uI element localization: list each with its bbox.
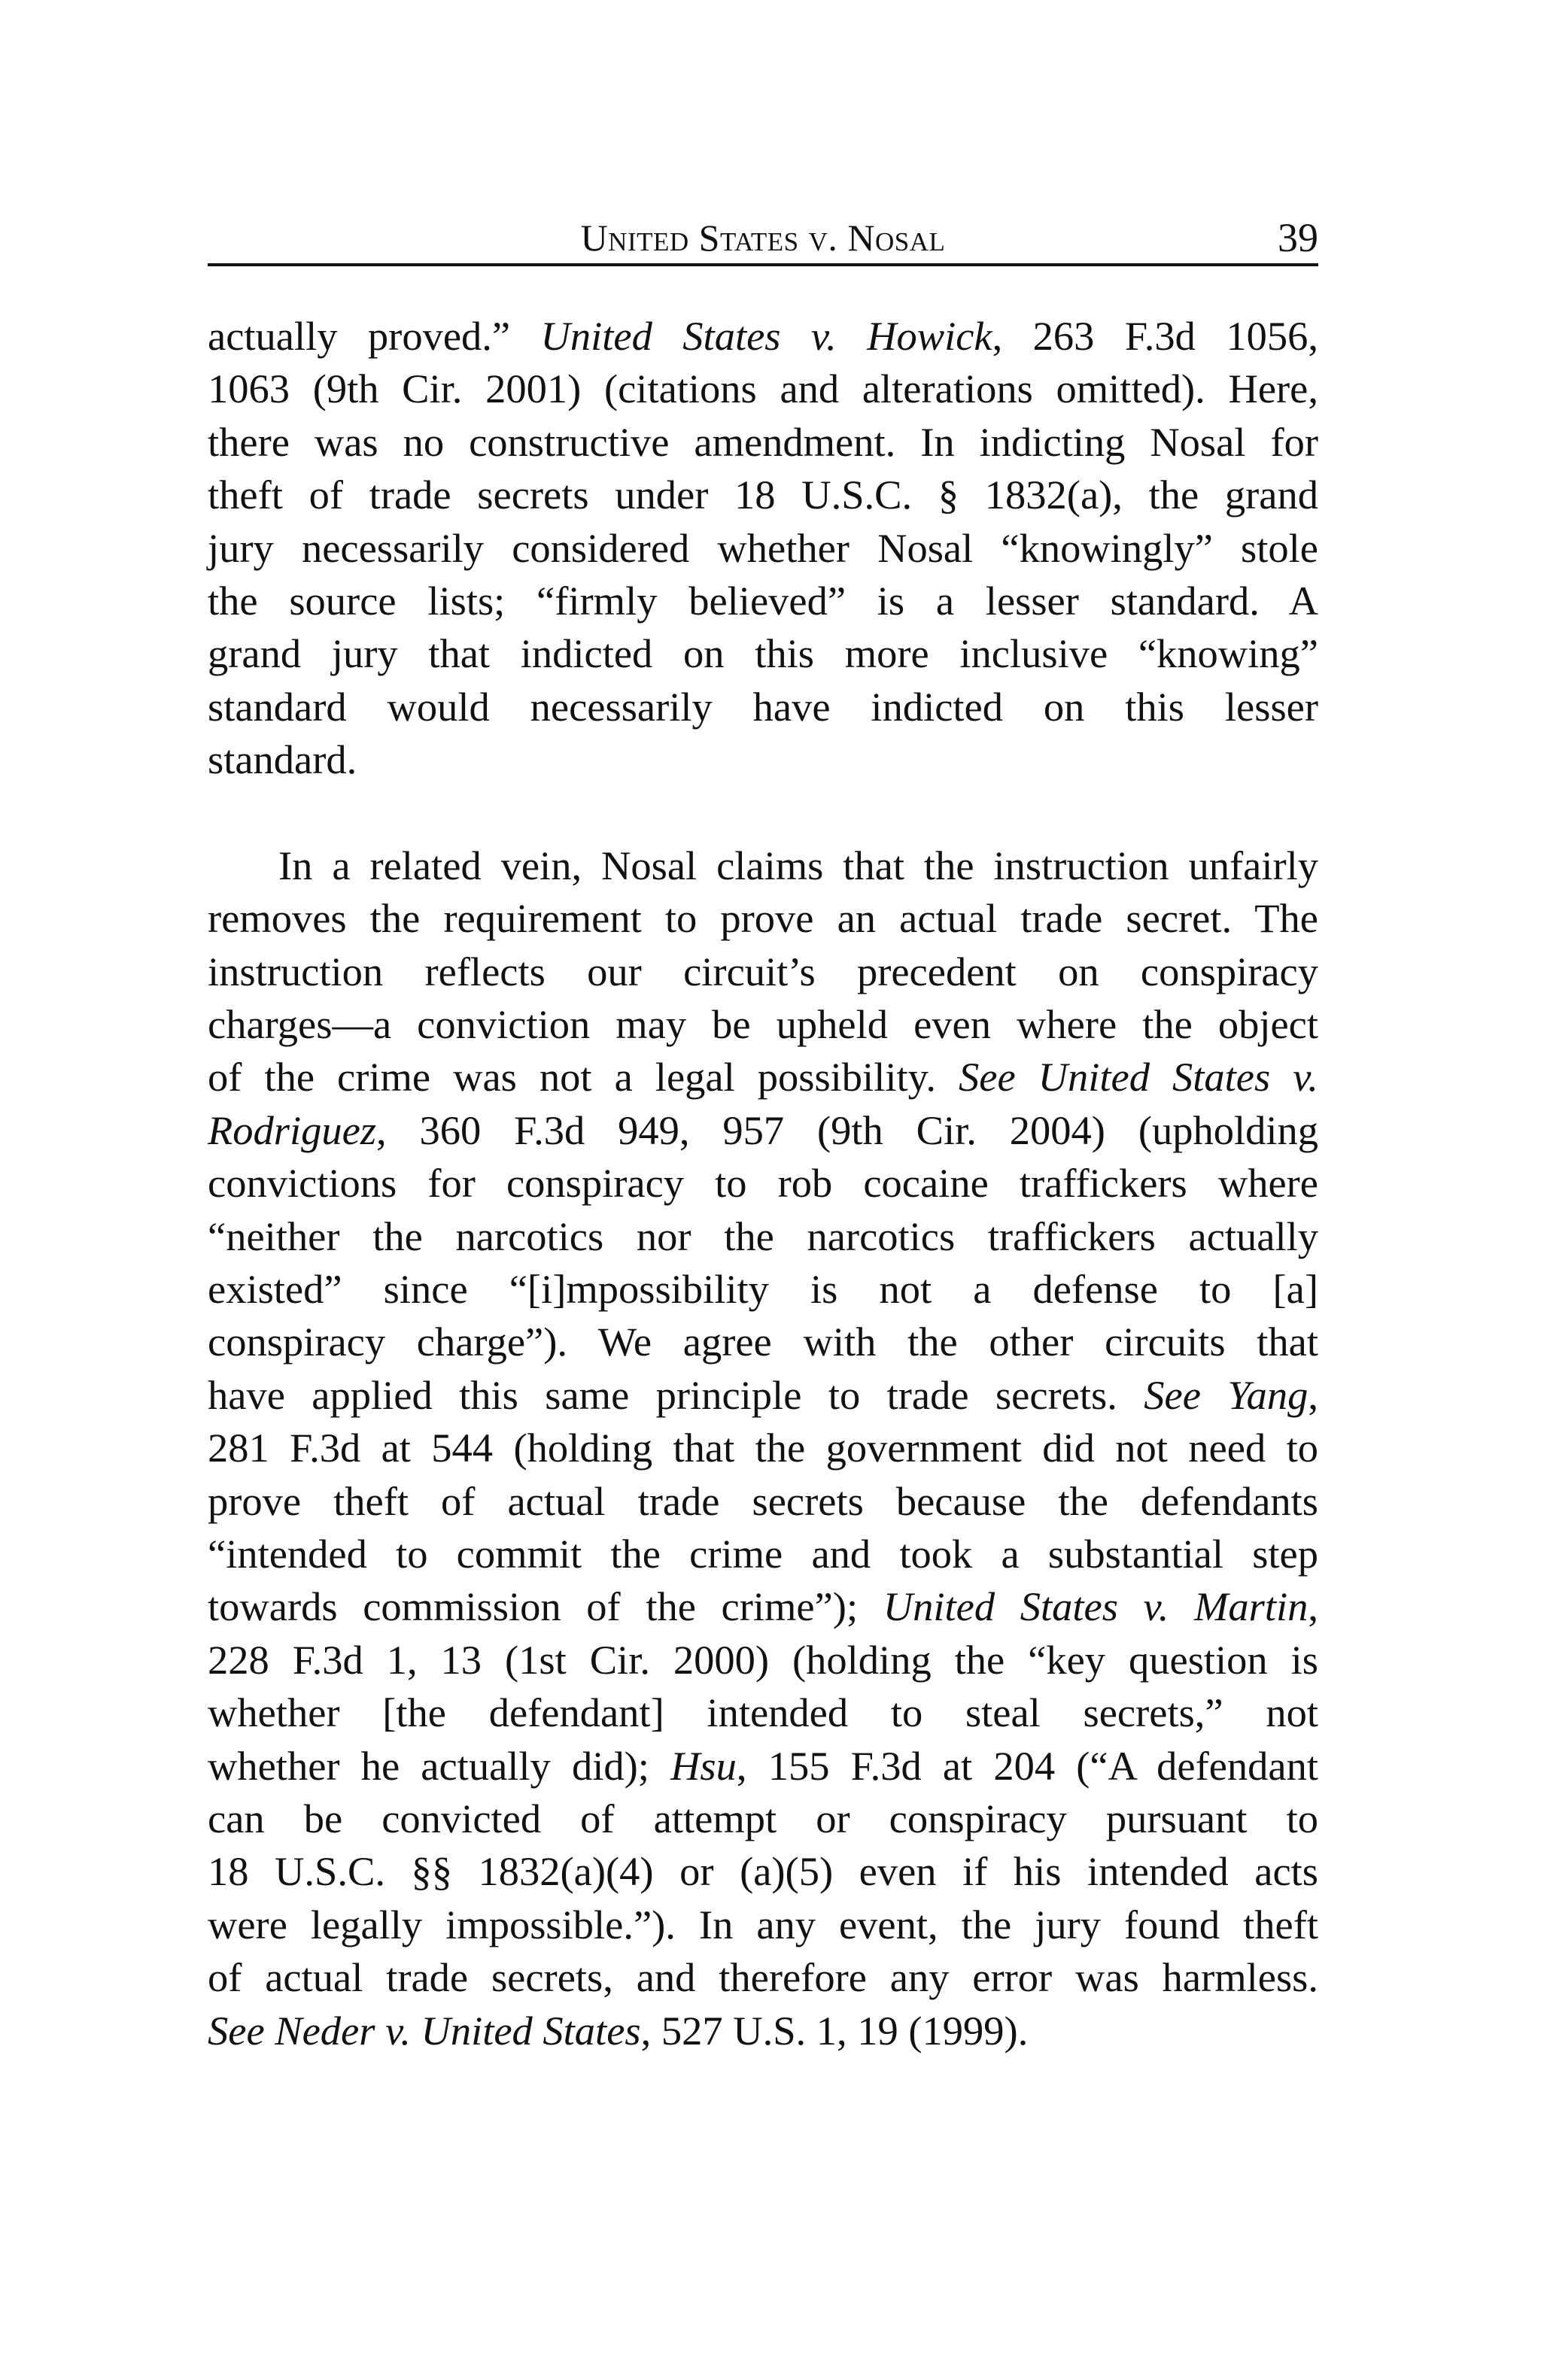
- text-run: “intended to commit the crime and took a substantial step: [208, 1530, 1318, 1577]
- text-run: 18 U.S.C. §§ 1832(a)(4) or (a)(5) even if his intended acts: [208, 1848, 1318, 1895]
- text-run: can be convicted of attempt or conspiracy pursuant to: [208, 1795, 1318, 1841]
- text-run: of actual trade secrets, and therefore any error was harmless.: [208, 1954, 1318, 2001]
- text-run: whether [the defendant] intended to steal secrets,” not: [208, 1689, 1318, 1736]
- text-run: existed” since “[i]mpossibility is not a defense to [a]: [208, 1266, 1318, 1313]
- text-run: towards commission of the crime”);: [208, 1583, 883, 1630]
- paragraph-2: [208, 839, 1318, 2057]
- document-page: [208, 0, 1318, 2380]
- citation-italic: See Neder v. United States: [208, 2007, 641, 2054]
- text-run: standard would necessarily have indicted on this lesser: [208, 683, 1318, 730]
- text-line: [208, 733, 1318, 786]
- text-run: conspiracy charge”). We agree with the other circuits that: [208, 1319, 1318, 1365]
- text-line: [208, 1580, 1318, 1633]
- text-line: [208, 1634, 1318, 1686]
- text-run: , 263 F.3d 1056,: [992, 313, 1318, 359]
- text-run: , 360 F.3d 949, 957 (9th Cir. 2004) (upholding: [376, 1107, 1318, 1153]
- text-line: [208, 2005, 1318, 2057]
- text-line: [208, 946, 1318, 998]
- text-line: [208, 1369, 1318, 1422]
- text-run: instruction reflects our circuit’s precedent on conspiracy: [208, 948, 1318, 994]
- text-run: , 527 U.S. 1, 19 (1999).: [640, 2007, 1029, 2054]
- text-run: “neither the narcotics nor the narcotics traffickers actually: [208, 1213, 1318, 1259]
- text-run: there was no constructive amendment. In indicting Nosal for: [208, 418, 1318, 465]
- text-run: ,: [1308, 1371, 1319, 1418]
- text-line: [208, 416, 1318, 469]
- text-run: were legally impossible.”). In any event, the jury found theft: [208, 1901, 1318, 1947]
- text-run: ,: [1308, 1583, 1318, 1630]
- citation-italic: United States v. Howick: [540, 313, 992, 359]
- text-line: [208, 575, 1318, 627]
- text-line: [208, 1899, 1318, 1951]
- text-line: [208, 1210, 1318, 1263]
- running-title: United States v. Nosal: [580, 217, 946, 259]
- text-line: [208, 1845, 1318, 1898]
- text-line: [208, 1793, 1318, 1845]
- text-run: , 155 F.3d at 204 (“A defendant: [736, 1742, 1318, 1789]
- citation-italic: Rodriguez: [208, 1107, 377, 1153]
- text-run: the source lists; “firmly believed” is a lesser standard. A: [208, 577, 1318, 624]
- opinion-body: [208, 310, 1318, 2057]
- text-run: of the crime was not a legal possibility.: [208, 1054, 959, 1100]
- text-line: [208, 839, 1318, 892]
- text-line: [208, 1263, 1318, 1316]
- text-run: prove theft of actual trade secrets because the defendants: [208, 1477, 1318, 1524]
- citation-italic: See Yang: [1144, 1371, 1308, 1418]
- text-run: charges—a conviction may be upheld even where the object: [208, 1001, 1318, 1048]
- running-header: [208, 209, 1318, 266]
- text-run: theft of trade secrets under 18 U.S.C. § 1832(a), the grand: [208, 472, 1318, 518]
- text-line: [208, 1104, 1318, 1157]
- page-number: 39: [1278, 215, 1318, 260]
- text-line: [208, 627, 1318, 680]
- text-line: [208, 469, 1318, 521]
- text-run: jury necessarily considered whether Nosal “knowingly” stole: [208, 524, 1318, 571]
- text-line: [208, 1422, 1318, 1474]
- text-line: [208, 998, 1318, 1051]
- text-line: [208, 1475, 1318, 1528]
- citation-italic: See United States v.: [959, 1054, 1318, 1100]
- text-line: [208, 1686, 1318, 1739]
- text-line: [208, 1157, 1318, 1210]
- text-run: convictions for conspiracy to rob cocaine traffickers where: [208, 1160, 1318, 1207]
- paragraph-1: [208, 310, 1318, 787]
- text-line: [208, 363, 1318, 415]
- text-run: whether he actually did);: [208, 1742, 671, 1789]
- text-line: [208, 310, 1318, 363]
- text-line: [208, 1740, 1318, 1793]
- text-line: [208, 681, 1318, 733]
- text-run: standard.: [208, 736, 357, 783]
- text-line: [208, 1316, 1318, 1368]
- text-run: have applied this same principle to trade secrets.: [208, 1371, 1144, 1418]
- text-line: [208, 522, 1318, 575]
- text-line: [208, 1951, 1318, 2004]
- text-run: 228 F.3d 1, 13 (1st Cir. 2000) (holding the “key question is: [208, 1636, 1318, 1683]
- citation-italic: Hsu: [670, 1742, 737, 1789]
- text-line: [208, 1528, 1318, 1580]
- text-line: [208, 1051, 1318, 1103]
- text-run: grand jury that indicted on this more inclusive “knowing”: [208, 630, 1318, 677]
- text-run: removes the requirement to prove an actual trade secret. The: [208, 895, 1318, 942]
- text-line: [208, 892, 1318, 945]
- text-run: 281 F.3d at 544 (holding that the government did not need to: [208, 1425, 1318, 1471]
- text-run: In a related vein, Nosal claims that the instruction unfairly: [278, 842, 1318, 888]
- citation-italic: United States v. Martin: [883, 1583, 1308, 1630]
- text-run: 1063 (9th Cir. 2001) (citations and alterations omitted). Here,: [208, 366, 1318, 412]
- text-run: actually proved.”: [208, 313, 541, 359]
